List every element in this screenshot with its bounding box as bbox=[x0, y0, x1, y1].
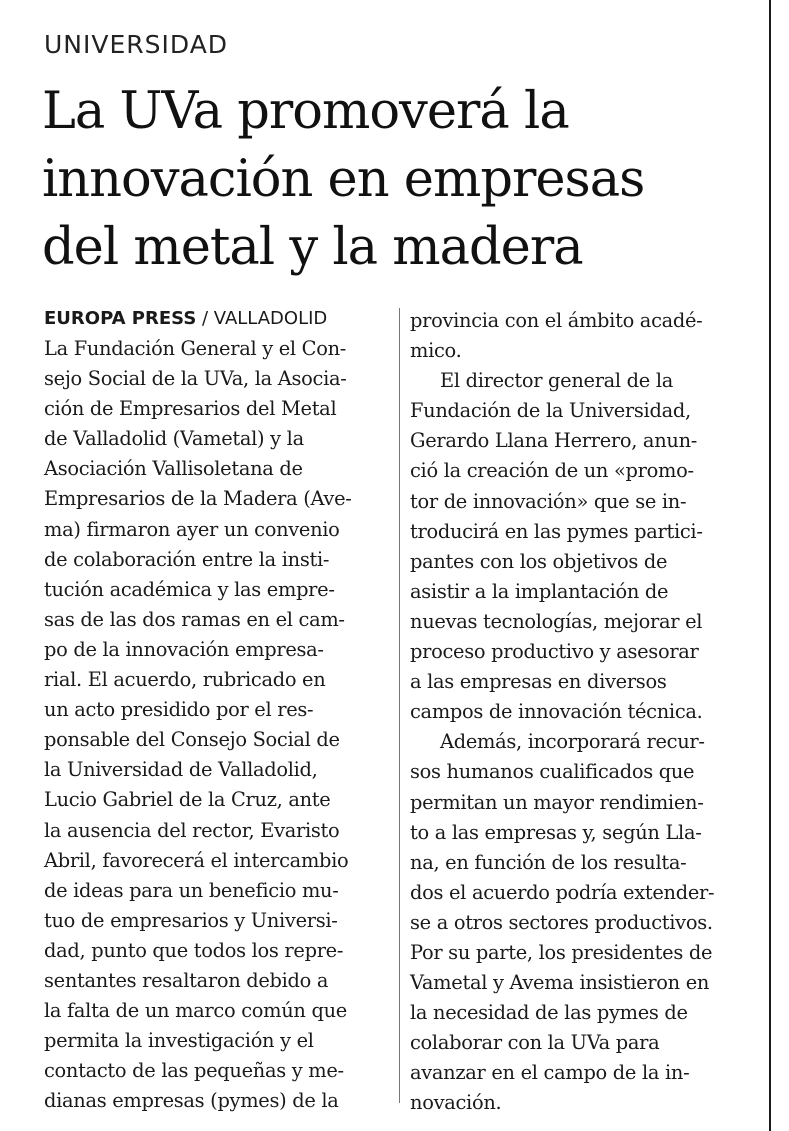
article-line: Además, incorporará recur- bbox=[440, 730, 705, 754]
article-line: ció la creación de un «promo- bbox=[410, 459, 694, 483]
article-line: proceso productivo y asesorar bbox=[410, 640, 699, 664]
article-line: contacto de las pequeñas y me- bbox=[44, 1059, 344, 1083]
headline-line: innovación en empresas bbox=[42, 150, 645, 209]
article-line: pantes con los objetivos de bbox=[410, 549, 668, 573]
article-line: sos humanos cualificados que bbox=[410, 760, 695, 784]
article-line: permitan un mayor rendimien- bbox=[410, 790, 704, 814]
article-line: provincia con el ámbito acadé- bbox=[410, 309, 703, 332]
article-line: Empresarios de la Madera (Ave- bbox=[44, 487, 352, 511]
article-line: un acto presidido por el res- bbox=[44, 698, 314, 722]
article-line: Gerardo Llana Herrero, anun- bbox=[410, 429, 698, 453]
article-line: dianas empresas (pymes) de la bbox=[44, 1089, 339, 1113]
article-line: de ideas para un beneficio mu- bbox=[44, 878, 339, 902]
byline-agency: EUROPA PRESS bbox=[44, 308, 197, 329]
article-line: to a las empresas y, según Lla- bbox=[410, 820, 702, 844]
article-line: sejo Social de la UVa, la Asocia- bbox=[44, 367, 347, 391]
article-line: de colaboración entre la insti- bbox=[44, 547, 330, 571]
article-line: nuevas tecnologías, mejorar el bbox=[410, 609, 703, 633]
article-line: ción de Empresarios del Metal bbox=[44, 397, 337, 421]
article-line: de Valladolid (Vametal) y la bbox=[44, 427, 304, 451]
page-edge-rule bbox=[769, 0, 771, 1131]
article-line: la ausencia del rector, Evaristo bbox=[44, 818, 340, 842]
article-line: Fundación de la Universidad, bbox=[410, 399, 691, 423]
article-line: dos el acuerdo podría extender- bbox=[410, 880, 715, 904]
article-line: Por su parte, los presidentes de bbox=[410, 940, 713, 964]
article-line: avanzar en el campo de la in- bbox=[410, 1061, 690, 1085]
article-line: la falta de un marco común que bbox=[44, 999, 347, 1023]
article-line: sentantes resaltaron debido a bbox=[44, 968, 329, 992]
byline-location: VALLADOLID bbox=[213, 308, 328, 329]
article-line: sas de las dos ramas en el cam- bbox=[44, 607, 345, 631]
article-line: permita la investigación y el bbox=[44, 1029, 314, 1053]
article-line: La Fundación General y el Con- bbox=[44, 337, 347, 360]
article-column-left bbox=[44, 334, 390, 1116]
article-line: asistir a la implantación de bbox=[410, 579, 669, 603]
section-label: UNIVERSIDAD bbox=[44, 30, 229, 59]
article-line: Lucio Gabriel de la Cruz, ante bbox=[44, 788, 331, 812]
article-line: dad, punto que todos los repre- bbox=[44, 938, 344, 962]
byline-separator: / bbox=[196, 308, 214, 329]
article-line: Vametal y Avema insistieron en bbox=[410, 971, 710, 995]
article-line: mico. bbox=[410, 339, 462, 363]
article-line: campos de innovación técnica. bbox=[410, 700, 703, 724]
article-line: na, en función de los resulta- bbox=[410, 850, 687, 874]
article-line: Abril, favorecerá el intercambio bbox=[44, 848, 349, 872]
article-line: ma) firmaron ayer un convenio bbox=[44, 517, 340, 541]
column-divider bbox=[399, 308, 400, 1103]
article-line: se a otros sectores productivos. bbox=[410, 910, 713, 934]
article-line: El director general de la bbox=[440, 369, 673, 393]
article-line: la Universidad de Valladolid, bbox=[44, 758, 318, 782]
article-line: po de la innovación empresa- bbox=[44, 637, 324, 661]
headline-line: del metal y la madera bbox=[42, 218, 583, 277]
article-line: rial. El acuerdo, rubricado en bbox=[44, 668, 326, 692]
article-line: troducirá en las pymes partici- bbox=[410, 519, 703, 543]
article-line: tución académica y las empre- bbox=[44, 577, 335, 601]
article-column-right bbox=[410, 306, 750, 1119]
article-line: tor de innovación» que se in- bbox=[410, 489, 687, 513]
article-line: colaborar con la UVa para bbox=[410, 1031, 660, 1055]
headline bbox=[42, 78, 762, 282]
article-line: Asociación Vallisoletana de bbox=[44, 457, 303, 481]
byline bbox=[44, 308, 327, 329]
article-line: ponsable del Consejo Social de bbox=[44, 728, 340, 752]
article-line: novación. bbox=[410, 1091, 502, 1115]
article-line: tuo de empresarios y Universi- bbox=[44, 908, 338, 932]
article-line: la necesidad de las pymes de bbox=[410, 1001, 688, 1025]
headline-line: La UVa promoverá la bbox=[42, 82, 569, 141]
article-line: a las empresas en diversos bbox=[410, 670, 667, 694]
